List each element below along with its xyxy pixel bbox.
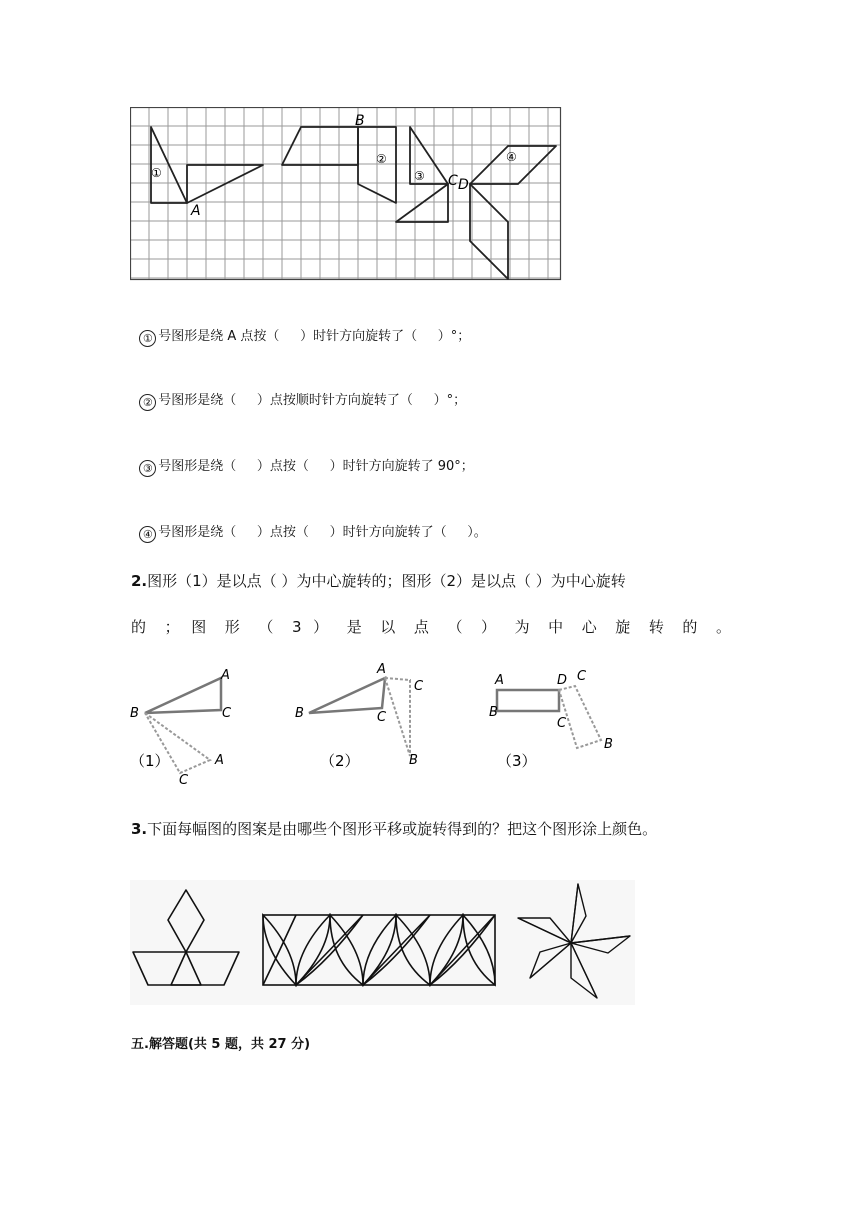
q1-line-2 <box>131 374 466 411</box>
q1-line-3-text: 号图形是绕（ ）点按（ ）时针方向旋转了 90°； <box>158 459 474 474</box>
q2-figure-3 <box>489 669 613 770</box>
fig2-label-C: C <box>377 710 387 725</box>
fig1-label-A: A <box>221 668 230 683</box>
label-shape-3: ③ <box>414 169 425 183</box>
q1-line-4 <box>131 506 487 543</box>
q1-line-1-text: 号图形是绕 A 点按（ ）时针方向旋转了（ ）°； <box>158 329 471 344</box>
fig3-label-B2: B <box>604 737 613 752</box>
label-C: C <box>448 173 458 189</box>
fig2-label-C2: C <box>414 679 424 694</box>
fig2-label-A: A <box>377 662 386 677</box>
q2-line-2: 的 ； 图 形 （ 3 ） 是 以 点 （ ） 为 中 心 旋 转 的 。 <box>131 618 731 636</box>
fig3-caption: （3） <box>497 752 537 770</box>
label-shape-2: ② <box>376 152 387 166</box>
label-D: D <box>458 177 469 193</box>
shape-1-original <box>151 127 187 203</box>
shape-3-rotated <box>396 184 448 222</box>
fig2-label-B2: B <box>409 753 418 768</box>
rotation-grid-figure <box>130 107 562 282</box>
circle-mark: ③ <box>139 460 156 477</box>
fig3-label-A: A <box>495 673 504 688</box>
label-shape-1: ① <box>151 166 162 180</box>
q1-line-4-text: 号图形是绕（ ）点按（ ）时针方向旋转了（ ）。 <box>158 525 487 540</box>
label-shape-4: ④ <box>506 150 517 164</box>
q2-figures <box>125 660 625 790</box>
q2-line-1 <box>131 570 731 591</box>
circle-mark: ① <box>139 330 156 347</box>
section-5-heading: 五.解答题(共 5 题，共 27 分) <box>131 1037 311 1052</box>
q1-line-3 <box>131 440 474 477</box>
q2-line-1-text: 图形（1）是以点（ ）为中心旋转的；图形（2）是以点（ ）为中心旋转 <box>147 572 626 590</box>
q2-figure-1 <box>130 668 232 788</box>
q1-line-1 <box>131 310 470 347</box>
q2-number: 2. <box>131 572 148 590</box>
fig3-label-C2: C <box>557 716 567 731</box>
q3-patterns <box>130 880 635 1005</box>
q3-number: 3. <box>131 820 148 838</box>
label-B: B <box>355 113 365 129</box>
fig1-label-C2: C <box>179 773 189 788</box>
q3-text: 下面每幅图的图案是由哪些个图形平移或旋转得到的？把这个图形涂上颜色。 <box>147 820 658 838</box>
fig1-label-C: C <box>222 706 232 721</box>
fig2-caption: （2） <box>320 752 360 770</box>
q3-line <box>131 818 657 839</box>
fig2-label-B: B <box>295 706 304 721</box>
grid-lines <box>130 107 561 280</box>
circle-mark: ② <box>139 394 156 411</box>
fig3-label-C: C <box>577 669 587 684</box>
fig3-label-D: D <box>557 673 568 688</box>
fig1-label-B: B <box>130 706 139 721</box>
q2-figure-2 <box>295 662 424 770</box>
fig3-label-B: B <box>489 705 498 720</box>
circle-mark: ④ <box>139 526 156 543</box>
fig1-caption: （1） <box>130 752 170 770</box>
q1-line-2-text: 号图形是绕（ ）点按顺时针方向旋转了（ ）°； <box>158 393 467 408</box>
label-A: A <box>191 203 201 219</box>
fig1-label-A2: A <box>215 753 224 768</box>
shape-4-rotated <box>470 184 508 279</box>
